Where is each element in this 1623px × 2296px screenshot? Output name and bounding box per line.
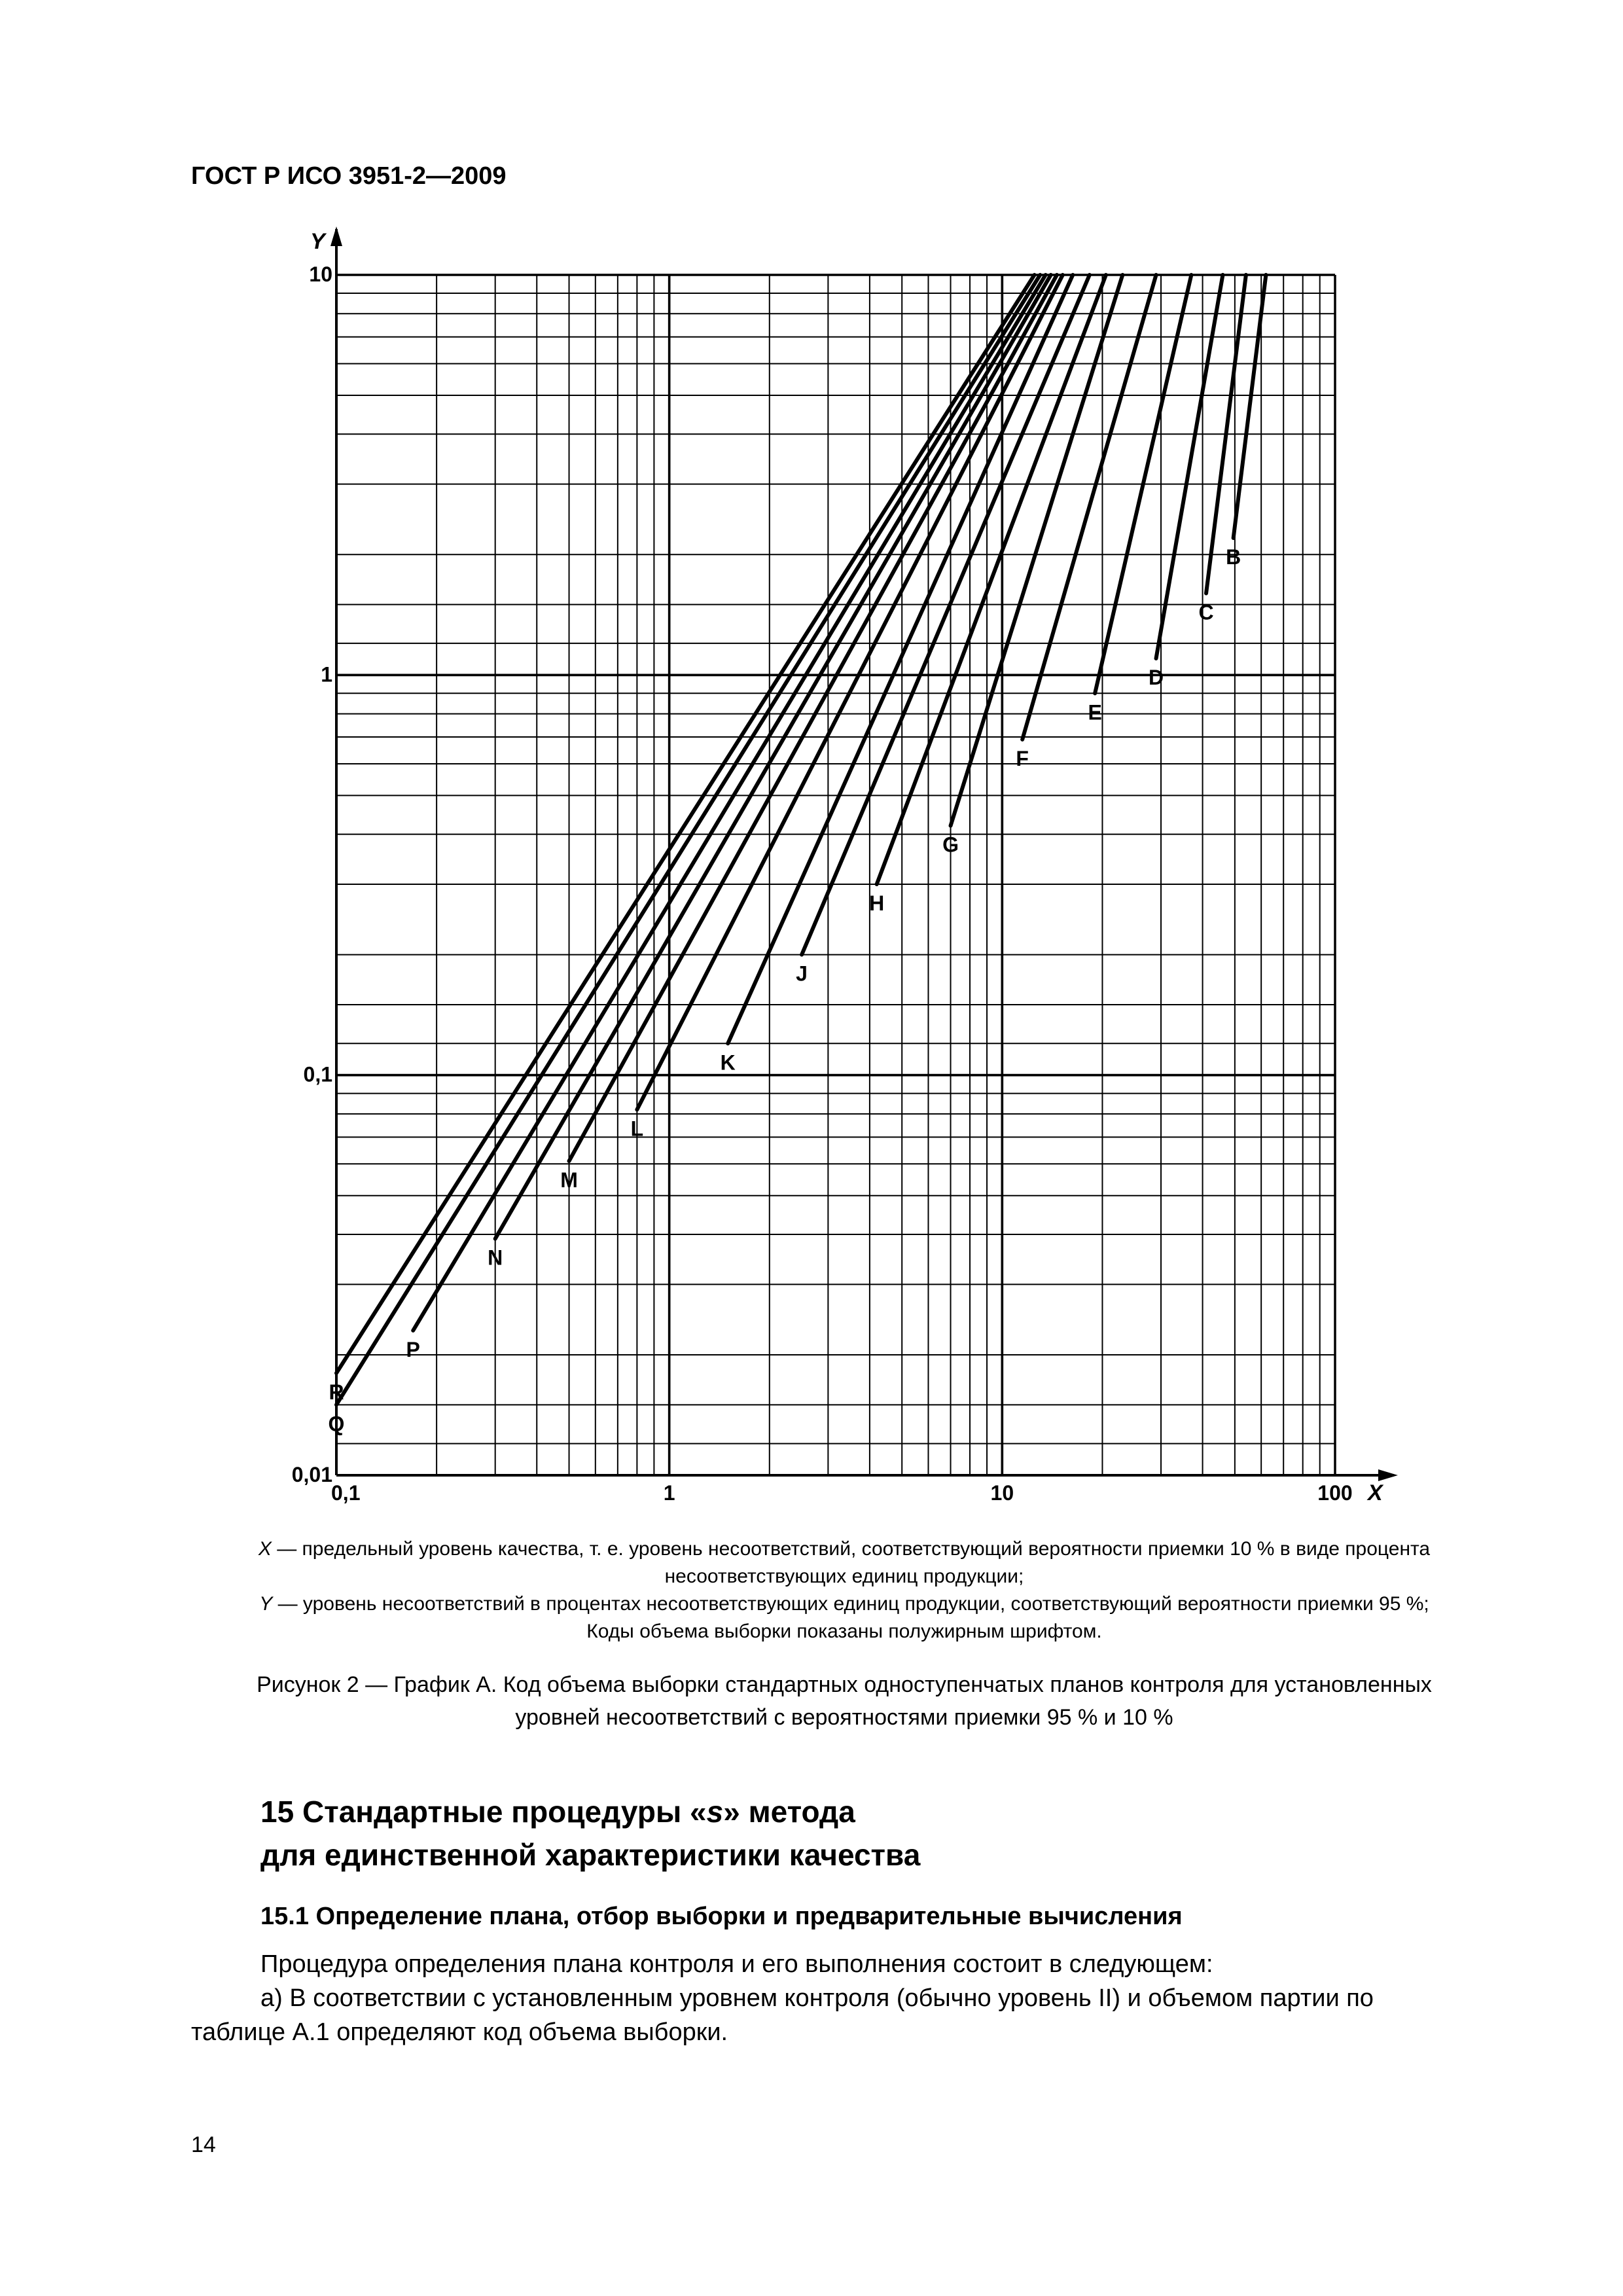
paragraph-intro: Процедура определения плана контроля и его выполнения состоит в следующем: — [260, 1950, 1213, 1978]
series-label-r: R — [329, 1380, 344, 1404]
section-15-title-line1 — [260, 1790, 920, 1833]
series-label-l: L — [630, 1117, 644, 1141]
series-line-q — [336, 275, 1040, 1405]
series-label-q: Q — [328, 1412, 345, 1436]
y-note-text: — уровень несоответствий в процентах несоответствующих единиц продукции, соответствующий вероятности приемки 95 %; — [272, 1593, 1429, 1615]
x-axis-note-cont: несоответствующих единиц продукции; — [664, 1566, 1024, 1587]
x-tick-label: 10 — [990, 1481, 1014, 1505]
y-tick-label: 10 — [309, 262, 332, 286]
series-label-c: C — [1198, 600, 1214, 624]
page-number: 14 — [191, 2132, 216, 2157]
x-note-var: X — [258, 1538, 272, 1560]
series-label-k: K — [720, 1050, 736, 1075]
y-axis-label: Y — [310, 229, 325, 254]
series-label-b: B — [1226, 545, 1241, 569]
chart-axes — [330, 226, 1398, 1481]
series-line-l — [637, 275, 1062, 1109]
x-axis-label: X — [1368, 1480, 1383, 1505]
series-line-n — [495, 275, 1051, 1239]
figure-caption-line1: Рисунок 2 — График А. Код объема выборки стандартных одноступенчатых планов контроля для установленных — [257, 1672, 1432, 1697]
y-note-var: Y — [259, 1593, 273, 1615]
series-label-h: H — [869, 891, 885, 915]
x-tick-label: 100 — [1317, 1481, 1353, 1505]
series-label-j: J — [796, 961, 808, 986]
x-axis-arrow — [1378, 1469, 1398, 1481]
y-axis-arrow — [330, 226, 342, 246]
section-15-1-title: 15.1 Определение плана, отбор выборки и предварительные вычисления — [260, 1903, 1183, 1930]
series-label-p: P — [406, 1337, 420, 1361]
paragraph-a-line2: таблице А.1 определяют код объема выборки. — [191, 2018, 728, 2046]
x-note-text: — предельный уровень качества, т. е. уровень несоответствий, соответствующий вероятности приемки 10 % в виде процента — [271, 1538, 1431, 1560]
series-label-e: E — [1088, 700, 1102, 725]
chart-series-lines — [336, 275, 1266, 1405]
series-line-k — [728, 275, 1073, 1043]
codes-note: Коды объема выборки показаны полужирным шрифтом. — [586, 1621, 1102, 1642]
series-label-f: F — [1016, 746, 1029, 770]
title-s: s — [706, 1795, 724, 1829]
series-label-g: G — [942, 833, 959, 857]
series-line-r — [336, 275, 1035, 1373]
figure-caption-line2: уровней несоответствий с вероятностями приемки 95 % и 10 % — [515, 1705, 1173, 1730]
title-part1: 15 Стандартные процедуры « — [260, 1795, 707, 1829]
y-tick-label: 0,01 — [291, 1463, 332, 1486]
title-part2: » метода — [723, 1795, 855, 1829]
section-15-title-line2: для единственной характеристики качества — [260, 1838, 921, 1872]
y-tick-label: 0,1 — [303, 1062, 332, 1086]
paragraph-a-line1: а) В соответствии с установленным уровнем контроля (обычно уровень II) и объемом партии по — [260, 1984, 1374, 2012]
x-axis-note — [183, 1535, 1505, 1563]
standard-header: ГОСТ Р ИСО 3951-2—2009 — [191, 162, 507, 190]
y-axis-note — [183, 1590, 1505, 1618]
x-tick-label: 0,1 — [331, 1481, 361, 1505]
y-tick-label: 1 — [321, 662, 332, 687]
series-label-n: N — [488, 1246, 503, 1270]
chart-series-labels — [329, 545, 1241, 1435]
series-label-m: M — [560, 1168, 578, 1192]
section-15-title — [260, 1790, 920, 1876]
series-label-d: D — [1148, 666, 1164, 690]
x-tick-label: 1 — [663, 1481, 675, 1505]
